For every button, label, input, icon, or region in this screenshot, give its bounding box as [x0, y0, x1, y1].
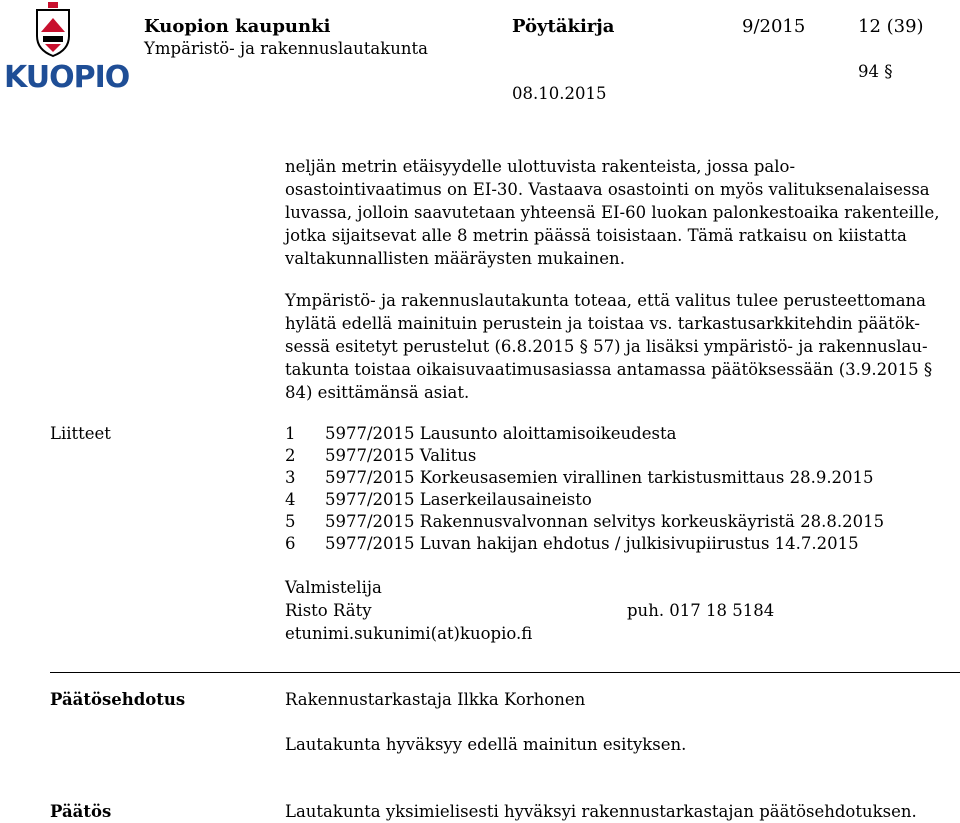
preparer-name: Risto Räty	[285, 601, 372, 620]
paragraph-1	[285, 155, 939, 270]
attachment-title: 5977/2015 Luvan hakijan ehdotus / julkisivupiirustus 14.7.2015	[325, 534, 859, 553]
decision-label: Päätös	[50, 802, 112, 821]
text-line: sessä esitetyt perustelut (6.8.2015 § 57) ja lisäksi ympäristö- ja rakennuslau-	[285, 337, 928, 356]
attachments-label: Liitteet	[50, 424, 111, 443]
page-number: 12 (39)	[858, 16, 924, 37]
attachment-number: 3	[285, 468, 296, 487]
attachment-title: 5977/2015 Lausunto aloittamisoikeudesta	[325, 424, 677, 443]
logo-text: KUOPIO	[4, 60, 130, 95]
attachment-title: 5977/2015 Korkeusasemien virallinen tarkistusmittaus 28.9.2015	[325, 468, 874, 487]
paragraph-2	[285, 289, 932, 404]
preparer-role: Valmistelija	[285, 578, 382, 597]
text-line: jotka sijaitsevat alle 8 metrin päässä toisistaan. Tämä ratkaisu on kiistatta	[285, 226, 907, 245]
city-name: Kuopion kaupunki	[144, 16, 331, 37]
proposal-author: Rakennustarkastaja Ilkka Korhonen	[285, 690, 586, 709]
attachment-number: 6	[285, 534, 296, 553]
proposal-text: Lautakunta hyväksyy edellä mainitun esityksen.	[285, 735, 687, 754]
attachment-number: 5	[285, 512, 296, 531]
city-logo	[0, 0, 130, 100]
meeting-date: 08.10.2015	[512, 84, 607, 103]
proposal-label: Päätösehdotus	[50, 690, 186, 709]
attachment-number: 2	[285, 446, 296, 465]
preparer-phone: puh. 017 18 5184	[627, 601, 775, 620]
text-line: neljän metrin etäisyydelle ulottuvista rakenteista, jossa palo-	[285, 157, 796, 176]
text-line: takunta toistaa oikaisuvaatimusasiassa antamassa päätöksessään (3.9.2015 §	[285, 360, 933, 379]
decision-text: Lautakunta yksimielisesti hyväksyi rakennustarkastajan päätösehdotuksen.	[285, 802, 917, 821]
attachment-number: 1	[285, 424, 296, 443]
attachment-title: 5977/2015 Rakennusvalvonnan selvitys korkeuskäyristä 28.8.2015	[325, 512, 885, 531]
text-line: Ympäristö- ja rakennuslautakunta toteaa, että valitus tulee perusteettomana	[285, 291, 926, 310]
doc-number: 9/2015	[742, 16, 806, 37]
preparer-email[interactable]: etunimi.sukunimi(at)kuopio.fi	[285, 624, 533, 643]
attachment-title: 5977/2015 Laserkeilausaineisto	[325, 490, 592, 509]
attachment-number: 4	[285, 490, 296, 509]
attachment-title: 5977/2015 Valitus	[325, 446, 477, 465]
divider	[50, 672, 960, 673]
text-line: 84) esittämänsä asiat.	[285, 383, 470, 402]
text-line: hylätä edellä mainituin perustein ja toistaa vs. tarkastusarkkitehdin päätök-	[285, 314, 920, 333]
text-line: osastointivaatimus on EI-30. Vastaava osastointi on myös valituksenalaisessa	[285, 180, 930, 199]
text-line: valtakunnallisten määräysten mukainen.	[285, 249, 625, 268]
section-number: 94 §	[858, 62, 893, 81]
coat-of-arms-icon	[33, 2, 73, 58]
text-line: luvassa, jolloin saavutetaan yhteensä EI-60 luokan palonkestoaika rakenteille,	[285, 203, 940, 222]
doc-type: Pöytäkirja	[512, 16, 615, 37]
board-name: Ympäristö- ja rakennuslautakunta	[144, 39, 428, 58]
